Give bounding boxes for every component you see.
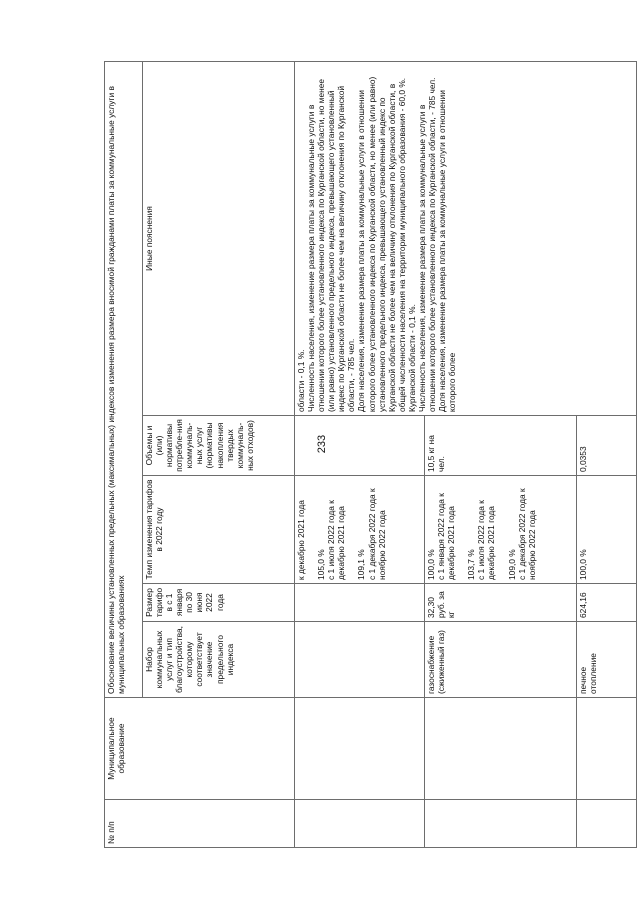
row-tariff: 32,30 руб. за кг: [425, 584, 577, 622]
header-other-notes: Иные пояснения: [143, 61, 295, 415]
header-municipality: Муниципальное образование: [105, 698, 295, 800]
row-service: газоснабжение (сжиженный газ): [425, 622, 577, 698]
row-municipality: [425, 698, 577, 800]
row-num: [295, 800, 425, 848]
table-row: [295, 61, 425, 847]
header-justification-group: Обоснование величины установленных предельных (максимальных) индексов изменения размера вносимой гражданами платы за коммунальные услуги в муниципальных образованиях: [105, 61, 143, 697]
row-service: печное отопление: [577, 622, 637, 698]
row-volume: 10,5 кг на чел.: [425, 416, 577, 476]
header-tariff-rate: Темп изменения тарифов в 2022 году: [143, 476, 295, 584]
row-notes: области - 0,1 %. Численность населения, изменение размера платы за коммунальные услуги в отношении которого более установленного индекса по Курганской области, но менее (или равно) установленного предельного индекса, превышающего установленный индекс по Курганской области не более чем на величину отклонения по Курганской области, - 785 чел. Доля населения, изменение размера платы за коммунальные услуги в отношении которого более установленного индекса по Курганской области, но менее (или равно) установленного предельного индекса, превышающего установленный индекс по Курганской области не более чем на величину отклонения по Курганской области, в общей численности населения на территории муниципального образования - 60,0 %. Курганской области - 0,1 %. Численность населения, изменение размера платы за коммунальные услуги в отношении которого более установленного индекса по Курганской области, - 785 чел. Доля населения, изменение размера платы за коммунальные услуги в отношении которого более: [295, 61, 637, 415]
row-tariff: 624,16: [577, 584, 637, 622]
row-service: [295, 622, 425, 698]
row-rate: 100,0 %: [577, 476, 637, 584]
row-num: [425, 800, 577, 848]
row-rate: 100,0 % с 1 января 2022 года к декабрю 2021 года 103,7 % с 1 июля 2022 года к декабрю 2021 года 109,0 % с 1 декабря 2022 года к ноябрю 2022 года: [425, 476, 577, 584]
row-num: [577, 800, 637, 848]
row-municipality: [577, 698, 637, 800]
row-tariff: [295, 584, 425, 622]
page-number: 233: [316, 434, 328, 454]
header-tariff-size: Размер тарифов с 1 января по 30 июня 2022 года: [143, 584, 295, 622]
tariff-justification-table: [104, 61, 637, 848]
header-consumption-volume: Объемы и (или) нормативы потребле-ния коммуналь-ных услуг (нормативы накопления твердых коммуналь-ных отходов): [143, 416, 295, 476]
header-service-set: Набор коммунальных услуг и тип благоустройства, которому соответствует значение предельного индекса: [143, 622, 295, 698]
rotated-table-container: [104, 62, 636, 848]
row-municipality: [295, 698, 425, 800]
row-volume: [295, 416, 425, 476]
header-num: № п/п: [105, 800, 295, 848]
row-rate: к декабрю 2021 года 105,0 % с 1 июля 2022 года к декабрю 2021 года 109,1 % с 1 декабря 2022 года к ноябрю 2022 года: [295, 476, 425, 584]
row-volume: 0,0353: [577, 416, 637, 476]
